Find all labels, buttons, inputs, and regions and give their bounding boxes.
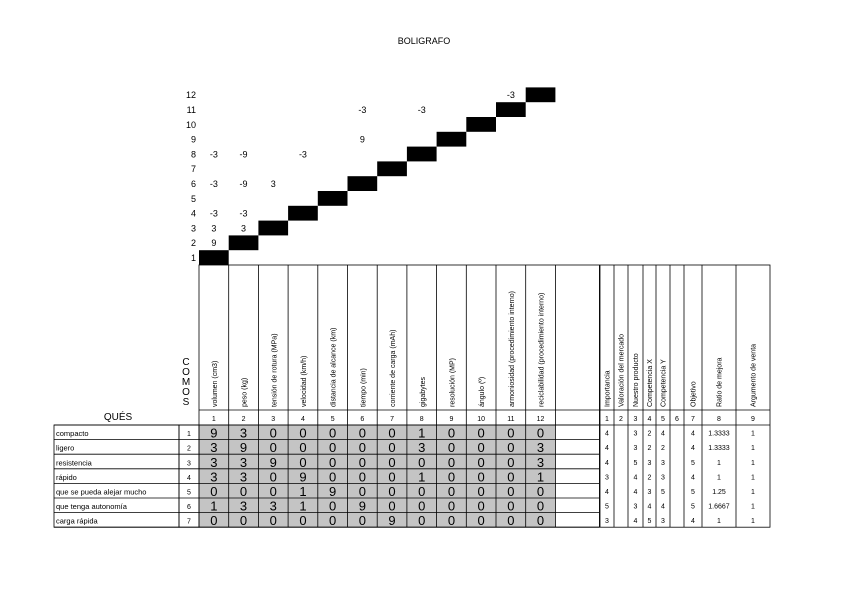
roof-correlation-value: 3	[241, 223, 247, 234]
relationship-value: 0	[477, 484, 485, 499]
what-number: 6	[187, 504, 191, 512]
relationship-value: 0	[507, 498, 515, 514]
evaluation-header-label: Valoración del mercado	[618, 333, 626, 407]
relationship-value: 9	[329, 484, 337, 499]
how-label: volumen (cm3)	[211, 360, 219, 407]
roof-correlation-value: -3	[209, 179, 218, 189]
roof-correlation-value: -3	[298, 149, 307, 160]
evaluation-value: 3	[661, 459, 665, 467]
evaluation-value: 1	[717, 459, 721, 467]
roof-row-number: 10	[185, 119, 196, 130]
comos-label-letter: S	[182, 397, 190, 408]
evaluation-value: 4	[647, 503, 652, 511]
evaluation-value: 3	[647, 489, 652, 496]
roof-row-number: 6	[190, 179, 196, 189]
roof-correlation-value: -3	[239, 208, 248, 219]
roof-row-number: 7	[190, 164, 196, 175]
relationship-value: 0	[329, 513, 337, 529]
relationship-value: 0	[447, 469, 456, 485]
relationship-value: 0	[536, 484, 545, 499]
roof-diagonal-block	[258, 221, 288, 236]
roof-correlation-value: 3	[211, 223, 217, 234]
what-label: ligero	[56, 443, 75, 453]
evaluation-value: 4	[605, 445, 609, 453]
evaluation-header-label: Competencia Y	[660, 359, 668, 407]
evaluation-value: 2	[647, 430, 652, 438]
relationship-value: 0	[418, 498, 426, 514]
roof-row-number: 9	[190, 134, 196, 145]
relationship-value: 0	[239, 513, 248, 529]
relationship-value: 0	[358, 454, 366, 470]
relationship-value: 0	[507, 440, 515, 456]
evaluation-value: 4	[633, 489, 638, 496]
relationship-value: 0	[447, 484, 456, 499]
relationship-value: 0	[388, 484, 396, 499]
relationship-value: 0	[447, 440, 456, 456]
relationship-value: 0	[536, 425, 545, 441]
what-number: 4	[187, 474, 191, 482]
relationship-value: 3	[239, 498, 248, 514]
comos-label-letter: M	[181, 377, 191, 388]
relationship-value: 0	[358, 484, 366, 499]
what-label: carga rápida	[56, 516, 98, 526]
evaluation-value: 1.25	[712, 489, 726, 496]
roof-diagonal-block	[437, 132, 467, 147]
roof-correlation-value: -9	[239, 149, 248, 160]
evaluation-value: 3	[633, 445, 638, 453]
relationship-value: 3	[239, 469, 248, 485]
how-number: 11	[507, 416, 515, 423]
what-label: resistencia	[56, 458, 92, 468]
evaluation-value: 3	[633, 503, 638, 511]
evaluation-column-number: 1	[605, 416, 609, 423]
how-label: reciclabilidad (procedimiento interno)	[538, 292, 546, 407]
evaluation-column-number: 7	[691, 416, 695, 423]
evaluation-value: 1.3333	[708, 430, 730, 438]
roof-diagonal-block	[229, 235, 259, 250]
relationship-value: 0	[418, 513, 426, 529]
how-label: distancia de alcance (km)	[330, 327, 338, 407]
evaluation-column-number: 3	[633, 416, 638, 423]
relationship-value: 0	[447, 513, 456, 529]
evaluation-value: 4	[605, 430, 609, 438]
what-number: 7	[187, 518, 191, 526]
how-label: resolución (MP)	[449, 357, 457, 407]
relationship-value: 1	[299, 484, 307, 499]
relationship-value: 0	[447, 454, 456, 470]
relationship-value: 9	[210, 425, 218, 441]
ques-label: QUÉS	[103, 412, 133, 423]
evaluation-value: 4	[605, 489, 609, 496]
evaluation-column-number: 6	[675, 416, 679, 423]
relationship-value: 0	[388, 440, 396, 456]
how-label: peso (kg)	[241, 377, 249, 407]
evaluation-value: 1	[751, 430, 755, 438]
evaluation-value: 1.3333	[708, 445, 730, 453]
relationship-value: 0	[477, 454, 485, 470]
roof-row-number: 1	[190, 253, 196, 263]
evaluation-value: 1	[751, 503, 755, 511]
what-label: que tenga autonomía	[56, 502, 127, 512]
relationship-value: 1	[210, 498, 218, 514]
relationship-value: 0	[507, 425, 515, 441]
evaluation-value: 4	[661, 503, 665, 511]
how-number: 7	[390, 416, 395, 423]
what-label: rápido	[56, 472, 77, 482]
evaluation-value: 4	[661, 430, 665, 438]
roof-correlation-value: -3	[506, 90, 515, 101]
relationship-value: 9	[239, 440, 248, 456]
roof-diagonal-block	[466, 117, 496, 132]
roof-diagonal-block	[288, 206, 318, 221]
how-label: ángulo (º)	[479, 376, 487, 407]
evaluation-value: 1	[751, 518, 755, 526]
evaluation-header-label: Competencia X	[647, 359, 654, 407]
relationship-value: 0	[329, 425, 337, 441]
relationship-value: 0	[269, 440, 277, 456]
relationship-value: 0	[299, 440, 307, 456]
relationship-value: 0	[210, 484, 218, 499]
roof-correlation-value: -3	[209, 149, 218, 160]
relationship-value: 0	[477, 425, 485, 441]
how-number: 1	[211, 416, 216, 423]
relationship-value: 0	[358, 440, 366, 456]
relationship-value: 0	[329, 440, 337, 456]
evaluation-value: 4	[633, 474, 638, 482]
roof-correlation-value: -9	[239, 179, 248, 189]
relationship-value: 9	[388, 513, 396, 529]
relationship-value: 0	[388, 469, 396, 485]
how-label: gigabytes	[419, 377, 427, 407]
roof-diagonal-block	[377, 161, 407, 176]
relationship-value: 1	[536, 469, 545, 485]
how-label: armoniosidad (procedimiento interno)	[508, 291, 516, 407]
how-label: corriente de carga (mAh)	[390, 329, 398, 407]
relationship-value: 3	[418, 440, 426, 456]
relationship-value: 9	[358, 498, 366, 514]
relationship-value: 9	[299, 469, 307, 485]
evaluation-header-label: Argumento de venta	[750, 343, 758, 407]
relationship-value: 0	[329, 469, 337, 485]
roof-diagonal-block	[526, 87, 556, 102]
what-number: 2	[187, 445, 191, 453]
relationship-value: 0	[418, 454, 426, 470]
relationship-value: 3	[210, 469, 218, 485]
how-label: tensión de rotura (MPa)	[271, 333, 279, 407]
evaluation-value: 5	[647, 518, 652, 526]
evaluation-value: 1	[751, 445, 755, 453]
evaluation-value: 3	[661, 474, 665, 482]
evaluation-value: 5	[691, 503, 695, 511]
relationship-value: 3	[210, 440, 218, 456]
relationship-value: 0	[447, 498, 456, 514]
roof-correlation-value: 9	[359, 134, 365, 145]
evaluation-header-label: Objetivo	[690, 381, 698, 407]
relationship-value: 3	[536, 440, 545, 456]
roof-correlation-value: -3	[358, 105, 367, 115]
evaluation-value: 3	[633, 430, 638, 438]
roof-row-number: 12	[185, 90, 196, 101]
relationship-value: 1	[299, 498, 307, 514]
relationship-value: 0	[210, 513, 218, 529]
evaluation-value: 1.6667	[708, 503, 730, 511]
comos-label-letter: O	[182, 387, 190, 398]
roof-row-number: 2	[190, 238, 196, 249]
relationship-value: 9	[269, 454, 277, 470]
relationship-value: 3	[536, 454, 545, 470]
relationship-value: 3	[239, 425, 248, 441]
relationship-value: 0	[536, 513, 545, 529]
roof-diagonal-block	[318, 191, 348, 206]
evaluation-header-label: Ratio de mejora	[716, 357, 724, 407]
relationship-value: 0	[358, 425, 366, 441]
evaluation-value: 2	[647, 474, 652, 482]
what-label: que se pueda alejar mucho	[56, 487, 147, 497]
relationship-value: 0	[269, 469, 277, 485]
relationship-value: 3	[239, 454, 248, 470]
how-number: 9	[449, 416, 454, 423]
evaluation-value: 1	[751, 474, 755, 482]
evaluation-frame	[600, 265, 770, 527]
evaluation-value: 1	[717, 474, 721, 482]
relationship-value: 0	[299, 513, 307, 529]
roof-diagonal-block	[348, 176, 378, 191]
comos-label-letter: O	[182, 367, 190, 378]
evaluation-value: 3	[605, 518, 609, 526]
relationship-value: 0	[418, 484, 426, 499]
how-number: 6	[360, 416, 365, 423]
relationship-value: 0	[388, 454, 396, 470]
how-label: tiempo (min)	[360, 368, 368, 407]
relationship-value: 0	[388, 425, 396, 441]
relationship-value: 3	[269, 498, 277, 514]
relationship-value: 0	[447, 425, 456, 441]
evaluation-value: 1	[717, 518, 721, 526]
evaluation-value: 3	[605, 474, 609, 482]
roof-row-number: 5	[190, 193, 196, 204]
roof-row-number: 4	[190, 208, 196, 219]
relationship-value: 0	[269, 484, 277, 499]
relationship-value: 0	[507, 454, 515, 470]
evaluation-value: 2	[661, 445, 665, 453]
evaluation-value: 5	[633, 459, 638, 467]
how-number: 2	[241, 416, 246, 423]
evaluation-value: 4	[691, 445, 695, 453]
roof-correlation-value: -3	[209, 208, 218, 219]
evaluation-column-number: 9	[751, 416, 755, 423]
evaluation-value: 1	[751, 459, 755, 467]
how-label: velocidad (km/h)	[300, 355, 308, 407]
how-number: 5	[330, 416, 335, 423]
what-label: compacto	[56, 429, 89, 439]
roof-correlation-value: 9	[211, 238, 217, 249]
relationship-value: 0	[299, 425, 307, 441]
how-number: 8	[419, 416, 424, 423]
how-number: 10	[477, 416, 486, 423]
relationship-value: 0	[507, 469, 515, 485]
what-number: 1	[187, 431, 191, 439]
evaluation-column-number: 5	[661, 416, 665, 423]
relationship-value: 0	[269, 425, 277, 441]
roof-diagonal-block	[407, 147, 437, 162]
relationship-value: 1	[418, 469, 426, 485]
roof-correlation-value: -3	[417, 105, 426, 115]
relationship-value: 0	[477, 440, 485, 456]
evaluation-column-number: 4	[647, 416, 652, 423]
roof-row-number: 3	[190, 223, 196, 234]
relationship-value: 0	[477, 469, 485, 485]
roof-row-number: 8	[190, 149, 196, 160]
evaluation-value: 4	[691, 518, 695, 526]
evaluation-value: 3	[647, 459, 652, 467]
relationship-value: 0	[329, 498, 337, 514]
evaluation-value: 5	[661, 489, 665, 496]
relationship-value: 0	[536, 498, 545, 514]
relationship-value: 0	[329, 454, 337, 470]
evaluation-header-label: Nuestro producto	[633, 353, 640, 407]
evaluation-column-number: 2	[619, 416, 623, 423]
evaluation-value: 5	[691, 459, 695, 467]
evaluation-value: 4	[605, 459, 609, 467]
relationship-value: 0	[477, 513, 485, 529]
roof-diagonal-block	[496, 102, 526, 117]
what-number: 3	[187, 460, 191, 468]
evaluation-value: 4	[633, 518, 638, 526]
roof-diagonal-block	[199, 250, 229, 265]
relationship-value: 0	[358, 513, 366, 529]
roof-correlation-value: 3	[270, 179, 276, 189]
how-number: 4	[300, 416, 305, 423]
evaluation-column-number: 8	[717, 416, 721, 423]
evaluation-value: 2	[647, 445, 652, 453]
page-title: BOLIGRAFO	[397, 36, 451, 46]
evaluation-value: 5	[605, 503, 609, 511]
evaluation-value: 3	[661, 518, 665, 526]
relationship-value: 0	[239, 484, 248, 499]
relationship-value: 0	[388, 498, 396, 514]
evaluation-value: 4	[691, 430, 695, 438]
relationship-value: 0	[507, 484, 515, 499]
relationship-value: 0	[269, 513, 277, 529]
relationship-value: 0	[299, 454, 307, 470]
relationship-value: 3	[210, 454, 218, 470]
evaluation-value: 4	[691, 474, 695, 482]
evaluation-header-label: Importancia	[604, 370, 612, 407]
roof-row-number: 11	[186, 105, 196, 115]
relationship-value: 0	[358, 469, 366, 485]
evaluation-value: 5	[691, 489, 695, 496]
what-number: 5	[187, 489, 191, 497]
how-number: 12	[536, 416, 545, 423]
relationship-value: 1	[418, 425, 426, 441]
comos-label-letter: C	[182, 357, 190, 368]
relationship-value: 0	[507, 513, 515, 529]
relationship-value: 0	[477, 498, 485, 514]
how-number: 3	[271, 416, 276, 423]
evaluation-value: 1	[751, 489, 755, 496]
